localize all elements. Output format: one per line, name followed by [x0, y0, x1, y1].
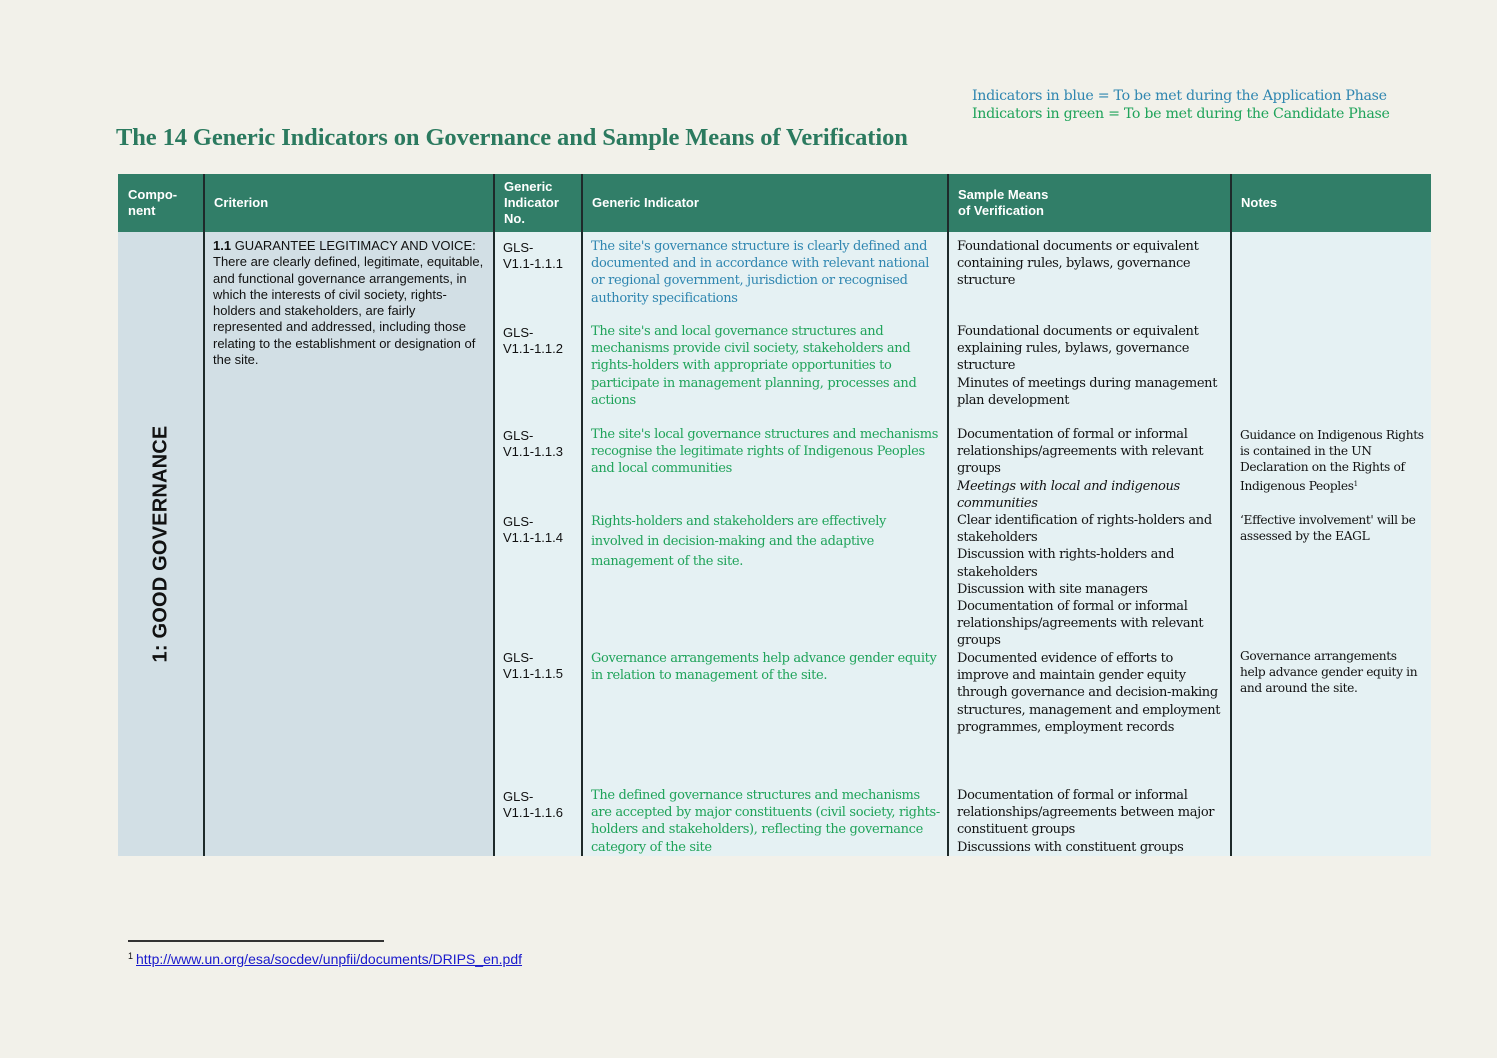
divider	[947, 174, 949, 232]
means-item: Documentation of formal or informal relationships/agreements with relevant groups	[957, 427, 1204, 477]
footnote	[128, 951, 522, 967]
indicator-text: The site's and local governance structures and mechanisms provide civil society, stakeholders and rights-holders with appropriate opportunities to participate in management planning, processes and actions	[591, 324, 917, 408]
means-item: Discussion with rights-holders and stakeholders	[957, 547, 1175, 580]
component-cell	[118, 232, 204, 856]
means-of-verification	[957, 787, 1227, 856]
component-label: 1: GOOD GOVERNANCE	[149, 425, 172, 663]
indicator-code: GLS- V1.1-1.1.6	[503, 789, 563, 820]
means-of-verification	[957, 323, 1227, 409]
indicator-text: The defined governance structures and mechanisms are accepted by major constituents (civil society, rights-holders and stakeholders), reflecting the governance category of the site	[591, 788, 940, 855]
footnote-ref[interactable]: 1	[1353, 479, 1358, 488]
legend-green: Indicators in green = To be met during the Candidate Phase	[972, 106, 1390, 122]
header-criterion: Criterion	[214, 195, 269, 210]
header-indicator-no: Generic Indicator No.	[504, 179, 559, 226]
header-component: Compo- nent	[128, 187, 178, 218]
divider	[203, 232, 205, 856]
divider	[493, 174, 495, 232]
table-header	[118, 174, 1431, 232]
criterion-text	[213, 238, 488, 368]
header-notes: Notes	[1241, 195, 1278, 210]
indicator-text: The site's local governance structures and mechanisms recognise the legitimate rights of Indigenous Peoples and local communities	[591, 427, 939, 477]
note-text: Governance arrangements help advance gender equity in and around the site.	[1240, 649, 1418, 696]
means-of-verification	[957, 426, 1227, 512]
table-body	[118, 232, 1431, 856]
indicator-code: GLS- V1.1-1.1.2	[503, 325, 563, 356]
indicator-text: Governance arrangements help advance gender equity in relation to management of the site.	[591, 651, 937, 684]
indicator-text: Rights-holders and stakeholders are effectively involved in decision-making and the adaptive management of the site.	[591, 514, 887, 569]
footnote-link[interactable]: http://www.un.org/esa/socdev/unpfii/documents/DRIPS_en.pdf	[136, 951, 523, 967]
means-item: Minutes of meetings during management plan development	[957, 375, 1218, 408]
divider	[581, 232, 583, 856]
criterion-description: GUARANTEE LEGITIMACY AND VOICE: There are clearly defined, legitimate, equitable, and functional governance arrangements, in which the interests of civil society, rights-holders and stakeholders, are fairly represented and addressed, including those relating to the establishment or designation of the site.	[213, 238, 484, 368]
footnote-separator	[128, 940, 384, 942]
means-item: Documentation of formal or informal relationships/agreements between major constituent groups	[957, 788, 1215, 838]
legend-blue: Indicators in blue = To be met during the Application Phase	[972, 88, 1387, 104]
criterion-number: 1.1	[213, 238, 232, 253]
indicator-code: GLS- V1.1-1.1.5	[503, 650, 563, 681]
note-body: Guidance on Indigenous Rights is contained in the UN Declaration on the Rights of Indigenous Peoples	[1240, 428, 1424, 493]
footnote-number: 1	[128, 951, 134, 961]
means-of-verification	[957, 512, 1227, 650]
note-text: ‘Effective involvement' will be assessed by the EAGL	[1240, 513, 1416, 544]
page-title: The 14 Generic Indicators on Governance and Sample Means of Verification	[116, 124, 908, 151]
means-item: Clear identification of rights-holders and stakeholders	[957, 513, 1212, 546]
divider	[947, 232, 949, 856]
means-item: Foundational documents or equivalent containing rules, bylaws, governance structure	[957, 239, 1199, 289]
indicator-text: The site's governance structure is clearly defined and documented and in accordance with relevant national or regional government, jurisdiction or recognised authority specifications	[591, 239, 930, 306]
divider	[493, 232, 495, 856]
means-item: Meetings with local and indigenous communities	[957, 478, 1180, 511]
indicators-table	[118, 174, 1431, 856]
phase-legend	[972, 87, 1390, 123]
means-of-verification	[957, 238, 1227, 290]
divider	[203, 174, 205, 232]
divider	[581, 174, 583, 232]
note-text	[1240, 427, 1425, 494]
means-item: Foundational documents or equivalent explaining rules, bylaws, governance structure	[957, 324, 1199, 374]
indicator-code: GLS- V1.1-1.1.3	[503, 428, 563, 459]
indicator-code: GLS- V1.1-1.1.4	[503, 514, 563, 545]
means-of-verification	[957, 650, 1227, 736]
means-item: Documented evidence of efforts to improve and maintain gender equity through governance and decision-making structures, management and employment programmes, employment records	[957, 651, 1221, 735]
divider	[1230, 232, 1232, 856]
divider	[1230, 174, 1232, 232]
indicator-code: GLS- V1.1-1.1.1	[503, 240, 563, 271]
header-means: Sample Means of Verification	[958, 187, 1049, 218]
header-generic-indicator: Generic Indicator	[592, 195, 699, 210]
means-item: Discussions with constituent groups	[957, 839, 1184, 855]
means-item: Discussion with site managers	[957, 581, 1148, 597]
means-item: Documentation of formal or informal relationships/agreements with relevant groups	[957, 599, 1204, 649]
